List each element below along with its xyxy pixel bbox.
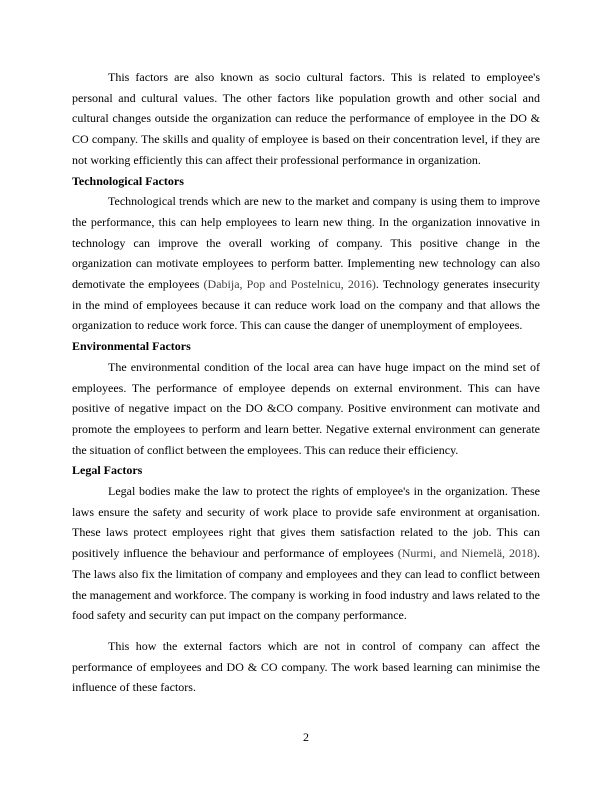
document-body (72, 67, 540, 698)
page-number: 2 (303, 730, 309, 744)
legal-paragraph (72, 481, 540, 626)
environmental-paragraph: The environmental condition of the local area can have huge impact on the mind set of employees. The performance of employee depends on external environment. This can have positive of negative impact on the DO &CO company. Positive environment can motivate and promote the employees to perform and learn better. Negative external environment can generate the situation of conflict between the employees. This can reduce their efficiency. (72, 359, 540, 457)
citation-nurmi: (Nurmi, and Niemelä, 2018) (397, 546, 537, 561)
technological-text-part-2: . Technology generates insecurity in the mind of employees because it can reduce work load on the company and that allows the organization to reduce work force. This can cause the danger of unemployment of employees. (72, 277, 540, 333)
technological-text-part-1: Technological trends which are new to the market and company is using them to improve the performance, this can help employees to learn new thing. In the organization innovative in technology can improve the overall working of company. This positive change in the organization can motivate employees to perform batter. Implementing new technology can also demotivate the employees (72, 194, 540, 292)
socio-cultural-paragraph: This factors are also known as socio cultural factors. This is related to employee's personal and cultural values. The other factors like population growth and other social and cultural changes outside the organization can reduce the performance of employee in the DO & CO company. The skills and quality of employee is based on their concentration level, if they are not working efficiently this can affect their professional performance in organization. (72, 70, 540, 167)
legal-factors-heading: Legal Factors (72, 463, 143, 478)
legal-text-part-1: Legal bodies make the law to protect the rights of employee's in the organization. These laws ensure the safety and security of work place to provide safe environment at organisation. These laws protect employees right that gives them satisfaction related to the job. This can positively influence the behaviour and performance of employees (72, 484, 540, 561)
legal-text-part-2: . The laws also fix the limitation of company and employees and they can lead to conflict between the management and workforce. The company is working in food industry and laws related to the food safety and security can put impact on the company performance. (72, 546, 540, 623)
conclusion-paragraph: This how the external factors which are not in control of company can affect the performance of employees and DO & CO company. The work based learning can minimise the influence of these factors. (72, 638, 540, 695)
citation-dabija: (Dabija, Pop and Postelnicu, 2016) (203, 277, 376, 292)
technological-paragraph (72, 191, 540, 336)
environmental-factors-heading: Environmental Factors (72, 339, 191, 354)
technological-factors-heading: Technological Factors (72, 173, 184, 188)
